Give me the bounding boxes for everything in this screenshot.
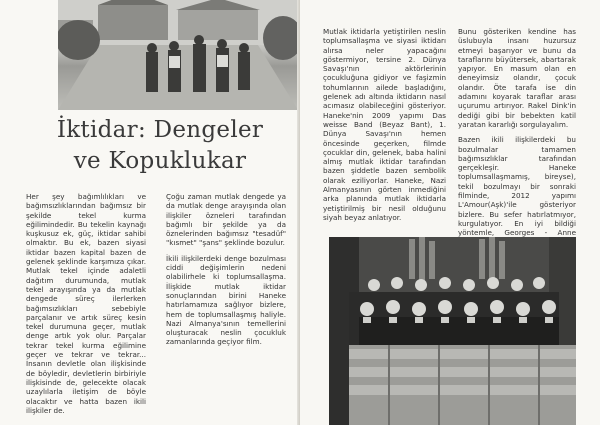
paragraph: Çoğu zaman mutlak dengede ya da mutlak denge arayışında olan ilişkiler özneleri tarafından bağımlı bir şekilde ya da öznelerinden bağımsız "tesadüf" "kısmet" "şans" şeklinde bozulur. [166,192,286,248]
top-film-still-photo [58,0,298,110]
paragraph: Mutlak iktidarla yetiştirilen neslin toplumsallaşma ve siyasi iktidarı alırsa neler yapacağını göstermiyor, tersine 2. Dünya Savaşı'nın aktörlerinin çocukluğuna gidiyor ve faşizmin tohumlarının ailede başladığını, gelenek adı altında iktidarın nasıl acımasız olabileceğini gösteriyor. Haneke'nin 2009 yapımı Das weisse Band (Beyaz Bant), 1. Dünya Savaşı'nın hemen öncesinde geçerken, filmde çocuklar din, gelenek, baba halini almış mutlak iktidar tarafından bazen şiddetle bazen sembolik olarak eziliyorlar. Haneke, Nazi Almanyasının görten inmediğini arka planında mutlak iktidarla yetiştirilmiş bir nesil olduğunu siyah beyaz anlatıyor. [323,27,446,222]
text-column-2 [166,192,286,353]
text-column-1 [26,192,146,421]
text-column-3 [323,27,446,228]
paragraph: İkili ilişkilerdeki denge bozulması ciddi değişimlerin nedeni olabilirhele ki toplumsallaşma. İlişkide mutlak iktidar sonuçlarından birini Haneke hatırlamamıza sağlıyor bizlere, hem de toplumsallaşmış haliyle. Nazi Almanya'sının temellerini oluşturacak neslin çocukluk zamanlarında geçiyor film. [166,253,286,347]
text-column-4 [458,27,576,253]
article-title-line-1: İktidar: Dengeler [56,117,264,143]
children-walking-photo [58,0,298,110]
church-choir-photo [329,237,576,425]
paragraph: Bazen ikili ilişkilerdeki bu bozulmalar tamamen bağımsızlıklar tarafından gerçekleşir. Haneke toplumsallaşmamış, bireyse), tekil bozulmayı bir sonraki filminde, 2012 yapımı L'Amour(Aşk)'ile gösteriyor bizlere. Bu sefer hatırlatmıyor, kurgulatıyor. En iyi bildiği yöntemle, Georges - Anne [458,135,576,238]
paragraph: Her şey bağımlılıkları ve bağımsızlıklarından bağımsız bir şekilde tekel kurma eğilimindedir. Bu tekelin kaynağı kuşkusuz ek, güç, iktidar sahibi olmaktır. Bu ek, bazen siyasi iktidar bazen kapital bazen de gelenek şeklinde karşımıza çıkar. Mutlak tekel içinde adaletli dağıtım durumunda, mutlak tekel arayışında ya da mutlak dengede süreç ilerlerken bağımsızlıkları sebebiyle parçalanır ve artık süreç kesin tekel durumuna geçer, mutlak denge artık yok olur. Parçalar tekrar tekel kurma eğilimine geçer ve tekrar ve tekrar... İnsanın devletle olan ilişkisinde de böyledir, devletlerin birbiriyle ilişkisinde de, gelecekte olacak uzaylılarla iletişim de böyle olacaktır ve hatta bazen ikili ilişkiler de. [26,192,146,415]
article-title-line-2: ve Kopuklukar [73,148,247,174]
paragraph: Bunu gösteriken kendine has üslubuyla insanı huzursuz etmeyi başarıyor ve bunu da taraflarını büyütersek, abartarak yapıyor. En masum olan en deneyimsiz olandır, çocuk olandır. Öte tarafa ise din adamını koyarak taraflar arası uçurumu artırıyor. Rakel Dink'in dediği gibi bir bebekten katil yaratan kararlığı sorgulayalım. [458,27,576,129]
bottom-film-still-photo [329,237,576,425]
